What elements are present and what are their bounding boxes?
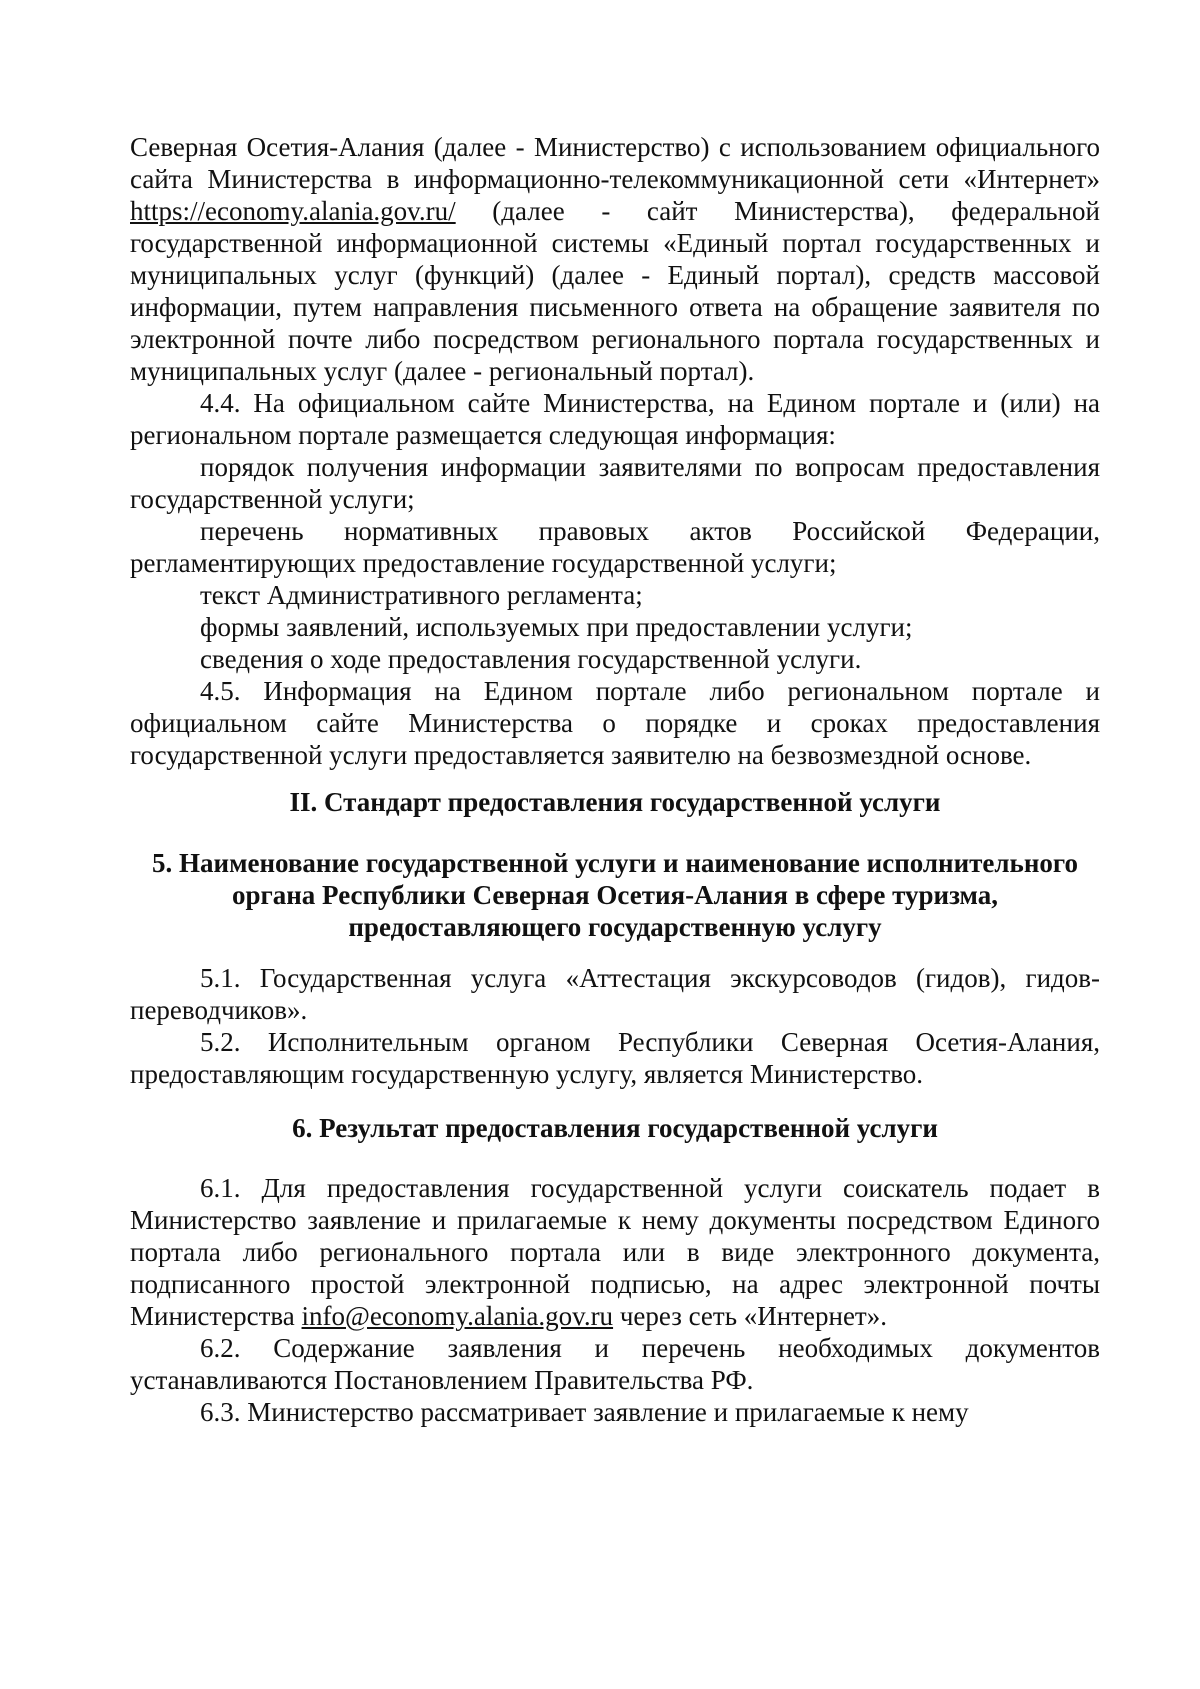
section-5-heading-line-2: органа Республики Северная Осетия-Алания в сфере туризма, bbox=[231, 880, 999, 910]
list-item: сведения о ходе предоставления государственной услуги. bbox=[200, 644, 862, 674]
section-5-heading-block bbox=[110, 847, 1120, 943]
section-2-heading: II. Стандарт предоставления государственной услуги bbox=[289, 787, 941, 817]
intro-block bbox=[130, 131, 1100, 771]
section-5-heading-line-3: предоставляющего государственную услугу bbox=[348, 912, 882, 942]
intro-text-b: (далее - сайт Министерства), федеральной государственной информационной системы «Единый портал государственных и муниципальных услуг (функций) (далее - Единый портал), средств массовой информации, путем направления письменного ответа на обращение заявителя по электронной почте либо посредством регионального портала государственных и муниципальных услуг (далее - региональный портал). bbox=[130, 196, 1100, 386]
section-6-heading: 6. Результат предоставления государственной услуги bbox=[292, 1113, 938, 1143]
intro-text-a: Северная Осетия-Алания (далее - Министерство) с использованием официального сайта Министерства в информационно-телекоммуникационной сети «Интернет» bbox=[130, 132, 1100, 194]
section-2-heading-block bbox=[130, 786, 1100, 818]
paragraph-6-1-text-a: 6.1. Для предоставления государственной услуги соискатель подает в Министерство заявление и прилагаемые к нему документы посредством Единого портала либо регионального портала или в виде электронного документа, подписанного простой электронной подписью, на адрес электронной почты Министерства bbox=[130, 1173, 1100, 1331]
intro-paragraph bbox=[130, 131, 1100, 387]
paragraph-5-2: 5.2. Исполнительным органом Республики Северная Осетия-Алания, предоставляющим государственную услугу, является Министерство. bbox=[130, 1027, 1100, 1089]
paragraph-5-1: 5.1. Государственная услуга «Аттестация экскурсоводов (гидов), гидов-переводчиков». bbox=[130, 963, 1100, 1025]
list-item: формы заявлений, используемых при предоставлении услуги; bbox=[200, 612, 913, 642]
list-item: перечень нормативных правовых актов Российской Федерации, регламентирующих предоставление государственной услуги; bbox=[130, 516, 1100, 578]
paragraph-4-4: 4.4. На официальном сайте Министерства, на Едином портале и (или) на региональном портале размещается следующая информация: bbox=[130, 388, 1100, 450]
paragraph-4-5: 4.5. Информация на Едином портале либо региональном портале и официальном сайте Министерства о порядке и сроках предоставления государственной услуги предоставляется заявителю на безвозмездной основе. bbox=[130, 676, 1100, 770]
ministry-website-link[interactable]: https://economy.alania.gov.ru/ bbox=[130, 196, 456, 226]
section-5-body bbox=[130, 962, 1100, 1090]
section-6-heading-block bbox=[130, 1112, 1100, 1144]
section-6-body bbox=[130, 1172, 1100, 1428]
section-5-heading-line-1: 5. Наименование государственной услуги и наименование исполнительного bbox=[152, 848, 1078, 878]
paragraph-6-1 bbox=[130, 1172, 1100, 1332]
paragraph-6-2: 6.2. Содержание заявления и перечень необходимых документов устанавливаются Постановлением Правительства РФ. bbox=[130, 1333, 1100, 1395]
paragraph-6-3: 6.3. Министерство рассматривает заявление и прилагаемые к нему bbox=[200, 1397, 969, 1427]
paragraph-6-1-text-b: через сеть «Интернет». bbox=[613, 1301, 887, 1331]
list-item: порядок получения информации заявителями по вопросам предоставления государственной услуги; bbox=[130, 452, 1100, 514]
ministry-email-link[interactable]: info@economy.alania.gov.ru bbox=[301, 1301, 614, 1331]
list-item: текст Административного регламента; bbox=[200, 580, 643, 610]
